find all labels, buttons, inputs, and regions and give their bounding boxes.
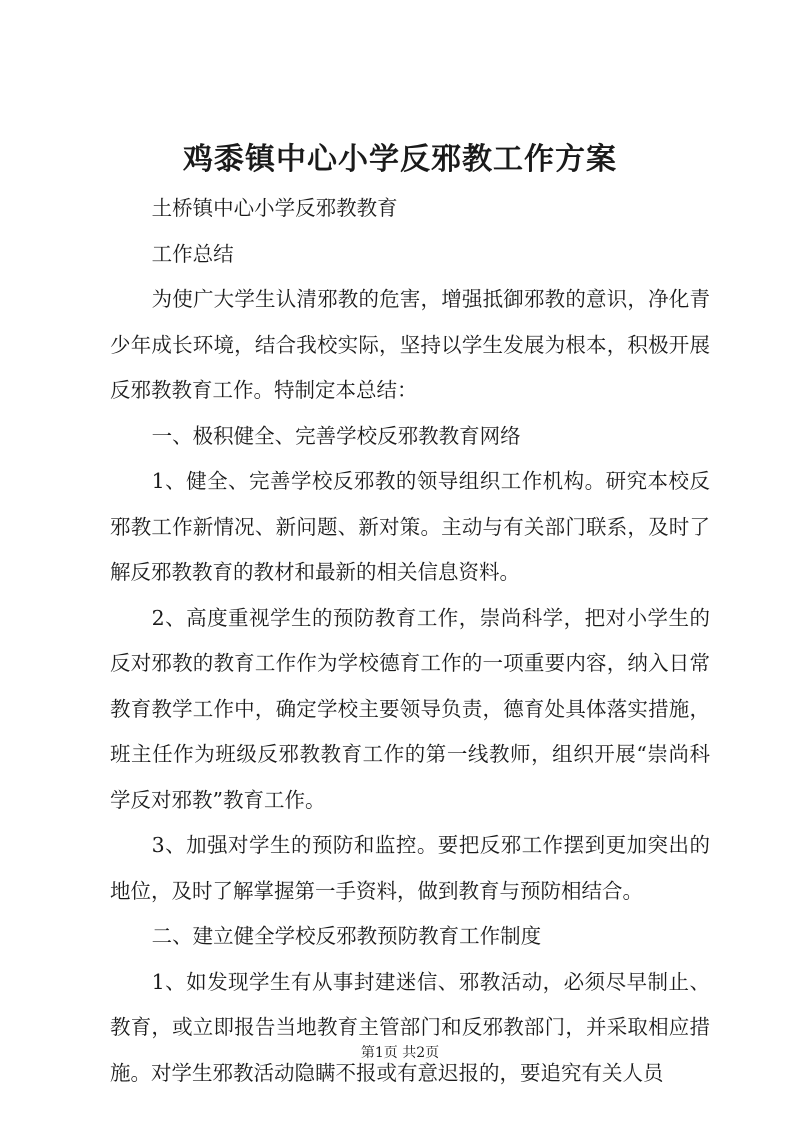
section-heading-1: 一、极积健全、完善学校反邪教教育网络 <box>151 423 521 448</box>
section-heading-2: 二、建立健全学校反邪教预防教育工作制度 <box>151 924 542 948</box>
paragraph-item-1-3: 3、加强对学生的预防和监控。要把反邪工作摆到更加突出的地位，及时了解掌握第一手资料，做到教育与预防相结合。 <box>110 833 710 903</box>
paragraph-heading-summary: 工作总结 <box>151 241 234 266</box>
paragraph-intro: 为使广大学生认清邪教的危害，增强抵御邪教的意识，净化青少年成长环境，结合我校实际，坚持以学生发展为根本，积极开展反邪教教育工作。特制定本总结： <box>110 287 710 402</box>
page-number-footer: 第1页 共2页 <box>360 1045 440 1061</box>
paragraph-item-1-1: 1、健全、完善学校反邪教的领导组织工作机构。研究本校反邪教工作新情况、新问题、新对策。主动与有关部门联系，及时了解反邪教教育的教材和最新的相关信息资料。 <box>110 469 710 584</box>
paragraph-subtitle: 土桥镇中心小学反邪教教育 <box>151 196 398 220</box>
document-body <box>110 186 710 1096</box>
paragraph-item-2-1: 1、如发现学生有从事封建迷信、邪教活动，必须尽早制止、教育，或立即报告当地教育主管部门和反邪教部门，并采取相应措施。对学生邪教活动隐瞒不报或有意迟报的，要追究有关人员 <box>110 969 710 1085</box>
document-title: 鸡黍镇中心小学反邪教工作方案 <box>183 142 617 177</box>
paragraph-item-1-2: 2、高度重视学生的预防教育工作，崇尚科学，把对小学生的反对邪教的教育工作作为学校德育工作的一项重要内容，纳入日常教育教学工作中，确定学校主要领导负责，德育处具体落实措施，班主任作为班级反邪教教育工作的第一线教师，组织开展“崇尚科学反对邪教”教育工作。 <box>110 605 710 812</box>
